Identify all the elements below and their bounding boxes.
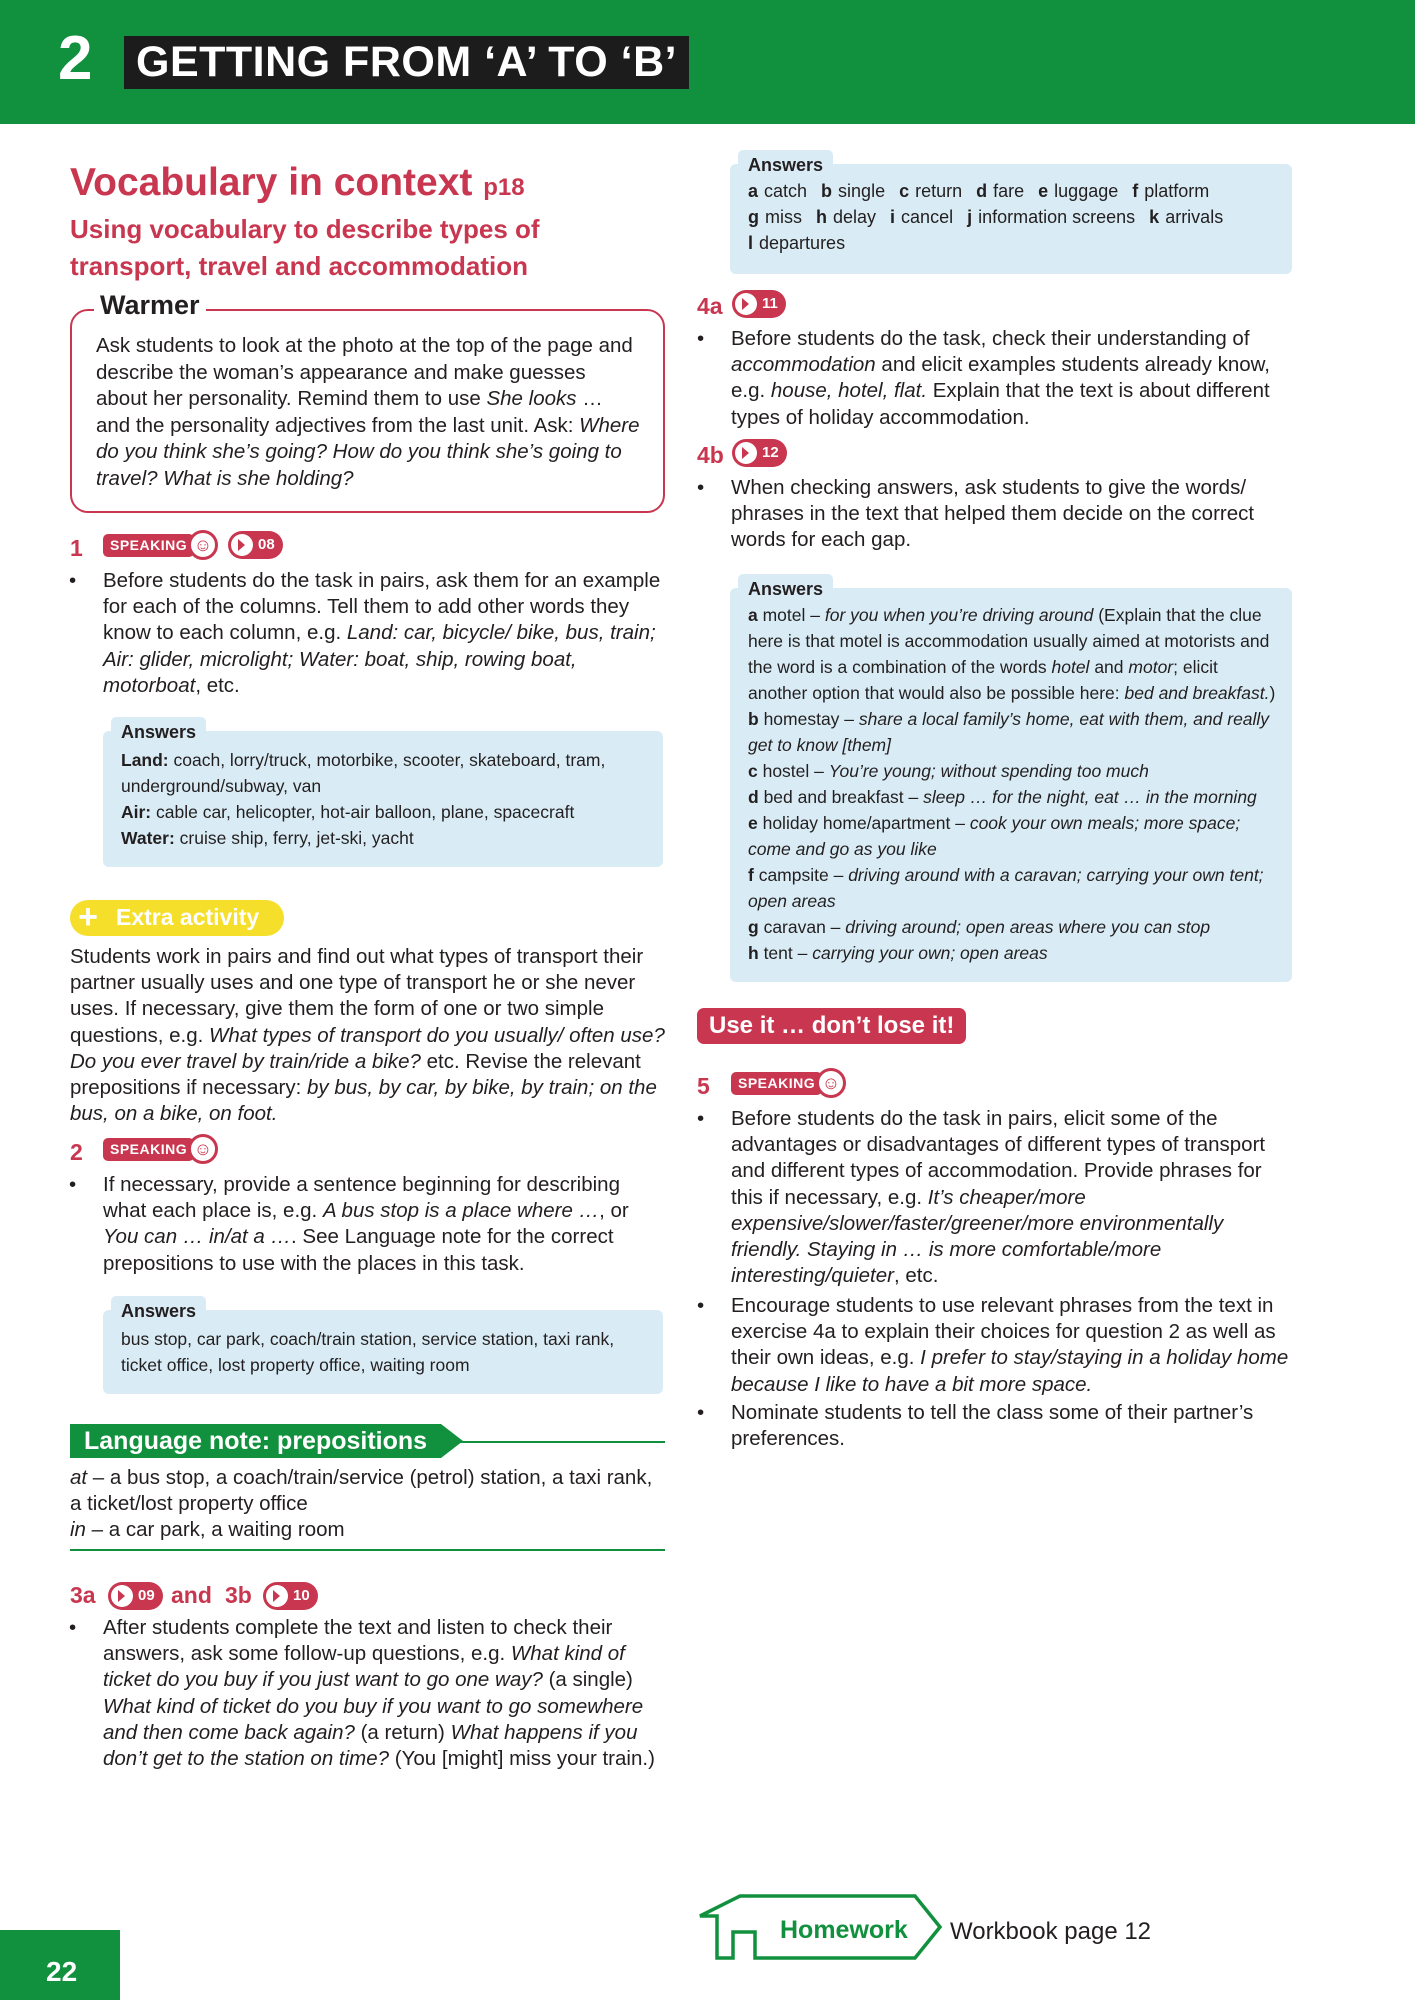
exercise-2-answers: Answers bus stop, car park, coach/train station, service station, taxi rank, ticket office, lost property office, waiting room — [103, 1310, 663, 1394]
language-note-text: at – a bus stop, a coach/train/service (petrol) station, a taxi rank, a ticket/lost property office in – a car park, a waiting room — [70, 1466, 653, 1542]
answer-item: c return — [899, 181, 963, 201]
answers-label: Answers — [738, 574, 833, 602]
use-it-label: Use it … don’t lose it! — [697, 1008, 966, 1044]
answer-item: e luggage — [1038, 181, 1119, 201]
speaking-badge: SPEAKING — [103, 1138, 194, 1161]
exercise-1-answers: Answers Land: coach, lorry/truck, motorbike, scooter, skateboard, tram, underground/subway, van Air: cable car, helicopter, hot-air balloon, plane, spacecraft Water: cruise ship, ferry, jet-ski, yacht — [103, 731, 663, 867]
exercise-3b-number: 3b — [225, 1582, 252, 1608]
answer-item: j information screens — [967, 207, 1136, 227]
page-number: 22 — [0, 1930, 120, 2000]
exercise-2-note: • If necessary, provide a sentence beginning for describing what each place is, e.g. A bus stop is a place where …, or You can … in/at a …. See Language note for the correct prepositions to use with the places in this task. — [103, 1172, 663, 1277]
exercise-3-note: • After students complete the text and listen to check their answers, ask some follow-up questions, e.g. What kind of ticket do you buy if you just want to go one way? (a single) What kind of ticket do you buy if you want to go somewhere and then come back again? (a return) What happens if you don’t get to the station on time? (You [might] miss your train.) — [103, 1615, 663, 1772]
exercise-4b-note: • When checking answers, ask students to give the words/ phrases in the text that helped them decide on the correct words for each gap. — [731, 475, 1293, 554]
pair-work-icon: ☺ — [188, 1134, 218, 1164]
warmer-text: Ask students to look at the photo at the top of the page and describe the woman’s appearance and make guesses about her personality. Remind them to use She looks … and the personality adjectives from the last unit. Ask: Where do you think she’s going? How do you think she’s going to travel? What is she holding? — [96, 334, 640, 490]
answers-list — [748, 178, 1276, 256]
audio-track-icon: 08 — [228, 531, 283, 559]
exercise-5-number: 5 — [697, 1073, 710, 1099]
answer-item: a catch — [748, 181, 808, 201]
exercise-2-number: 2 — [70, 1139, 83, 1165]
audio-track-icon: 09 — [108, 1582, 163, 1610]
section-subtitle: Using vocabulary to describe types of transport, travel and accommodation — [70, 214, 540, 281]
language-note-title: Language note: prepositions — [70, 1424, 441, 1458]
plus-icon: + — [78, 898, 98, 936]
exercise-4b-answers: Answers a motel – for you when you’re driving around (Explain that the clue here is that motel is accommodation usually aimed at motorists and the word is a combination of the words hotel and motor; elicit another option that would also be possible here: bed and breakfast.) b homestay – share a local family’s home, eat with them, and really get to know [them] c hostel – You’re young; without spending too much d bed and breakfast – sleep … for the night, eat … in the morning e holiday home/apartment – cook your own meals; more space; come and go as you like f campsite – driving around with a caravan; carrying your own tent; open areas g caravan – driving around; open areas where you can stop h tent – carrying your own; open areas — [730, 588, 1292, 982]
unit-number: 2 — [58, 24, 93, 93]
exercise-3a-number: 3a — [70, 1582, 96, 1608]
homework-label: Homework — [780, 1916, 908, 1944]
answers-label: Answers — [738, 150, 833, 178]
unit-title: GETTING FROM ‘A’ TO ‘B’ — [124, 36, 689, 89]
answer-item: i cancel — [890, 207, 954, 227]
answer-item: l departures — [748, 233, 846, 253]
answer-item: g miss — [748, 207, 802, 227]
language-note-rule — [70, 1549, 665, 1551]
exercise-4a-note: • Before students do the task, check their understanding of accommodation and elicit examples students already know, e.g. house, hotel, flat. Explain that the text is about different types of holiday accommodation. — [731, 326, 1293, 431]
answers-line — [748, 230, 1276, 256]
workbook-page: Workbook page 12 — [950, 1918, 1152, 1945]
and-text: and — [171, 1582, 212, 1608]
answers-label: Answers — [111, 1296, 206, 1324]
speaking-badge: SPEAKING — [103, 534, 194, 557]
audio-track-icon: 11 — [732, 290, 786, 318]
answer-item: h delay — [816, 207, 877, 227]
exercise-4a-number: 4a — [697, 293, 723, 319]
extra-activity-label: + Extra activity — [70, 900, 284, 936]
extra-activity-text: Students work in pairs and find out what types of transport their partner usually uses and one type of transport he or she never uses. If necessary, give them the form of one or two simple questions, e.g. What types of transport do you usually/ often use? Do you ever travel by train/ride a bike? etc. Revise the relevant prepositions if necessary: by bus, by car, by bike, by train; on the bus, on a bike, on foot. — [70, 945, 665, 1126]
pair-work-icon: ☺ — [188, 530, 218, 560]
exercise-4b-number: 4b — [697, 442, 724, 468]
answers-line — [748, 204, 1276, 230]
page-ref: p18 — [483, 174, 525, 201]
answers-label: Answers — [111, 717, 206, 745]
exercise-5-note-3: • Nominate students to tell the class some of their partner’s preferences. — [731, 1400, 1293, 1452]
speaking-badge: SPEAKING — [731, 1072, 822, 1095]
audio-track-icon: 10 — [263, 1582, 318, 1610]
exercise-5-note-2: • Encourage students to use relevant phrases from the text in exercise 4a to explain their choices for question 2 as well as their own ideas, e.g. I prefer to stay/staying in a holiday home because I like to have a bit more space. — [731, 1293, 1293, 1398]
pair-work-icon: ☺ — [816, 1068, 846, 1098]
warmer-title: Warmer — [94, 292, 206, 319]
audio-track-icon: 12 — [732, 439, 787, 467]
exercise-1-number: 1 — [70, 535, 83, 561]
answer-item: f platform — [1132, 181, 1210, 201]
exercise-3-answers — [730, 155, 1292, 274]
exercise-5-note-1: • Before students do the task in pairs, elicit some of the advantages or disadvantages of different types of transport and different types of accommodation. Provide phrases for this if necessary, e.g. It’s cheaper/more expensive/slower/faster/greener/more environmentally friendly. Staying in … is more comfortable/more interesting/quieter, etc. — [731, 1106, 1293, 1289]
warmer-box — [70, 290, 665, 513]
answer-item: d fare — [976, 181, 1025, 201]
answer-item: b single — [821, 181, 886, 201]
answers-line — [748, 178, 1276, 204]
section-title: Vocabulary in context p18 — [70, 161, 525, 204]
answer-item: k arrivals — [1149, 207, 1224, 227]
exercise-1-note: • Before students do the task in pairs, ask them for an example for each of the columns. Tell them to add other words they know to each column, e.g. Land: car, bicycle/ bike, bus, train; Air: glider, microlight; Water: boat, ship, rowing boat, motorboat, etc. — [103, 568, 663, 699]
